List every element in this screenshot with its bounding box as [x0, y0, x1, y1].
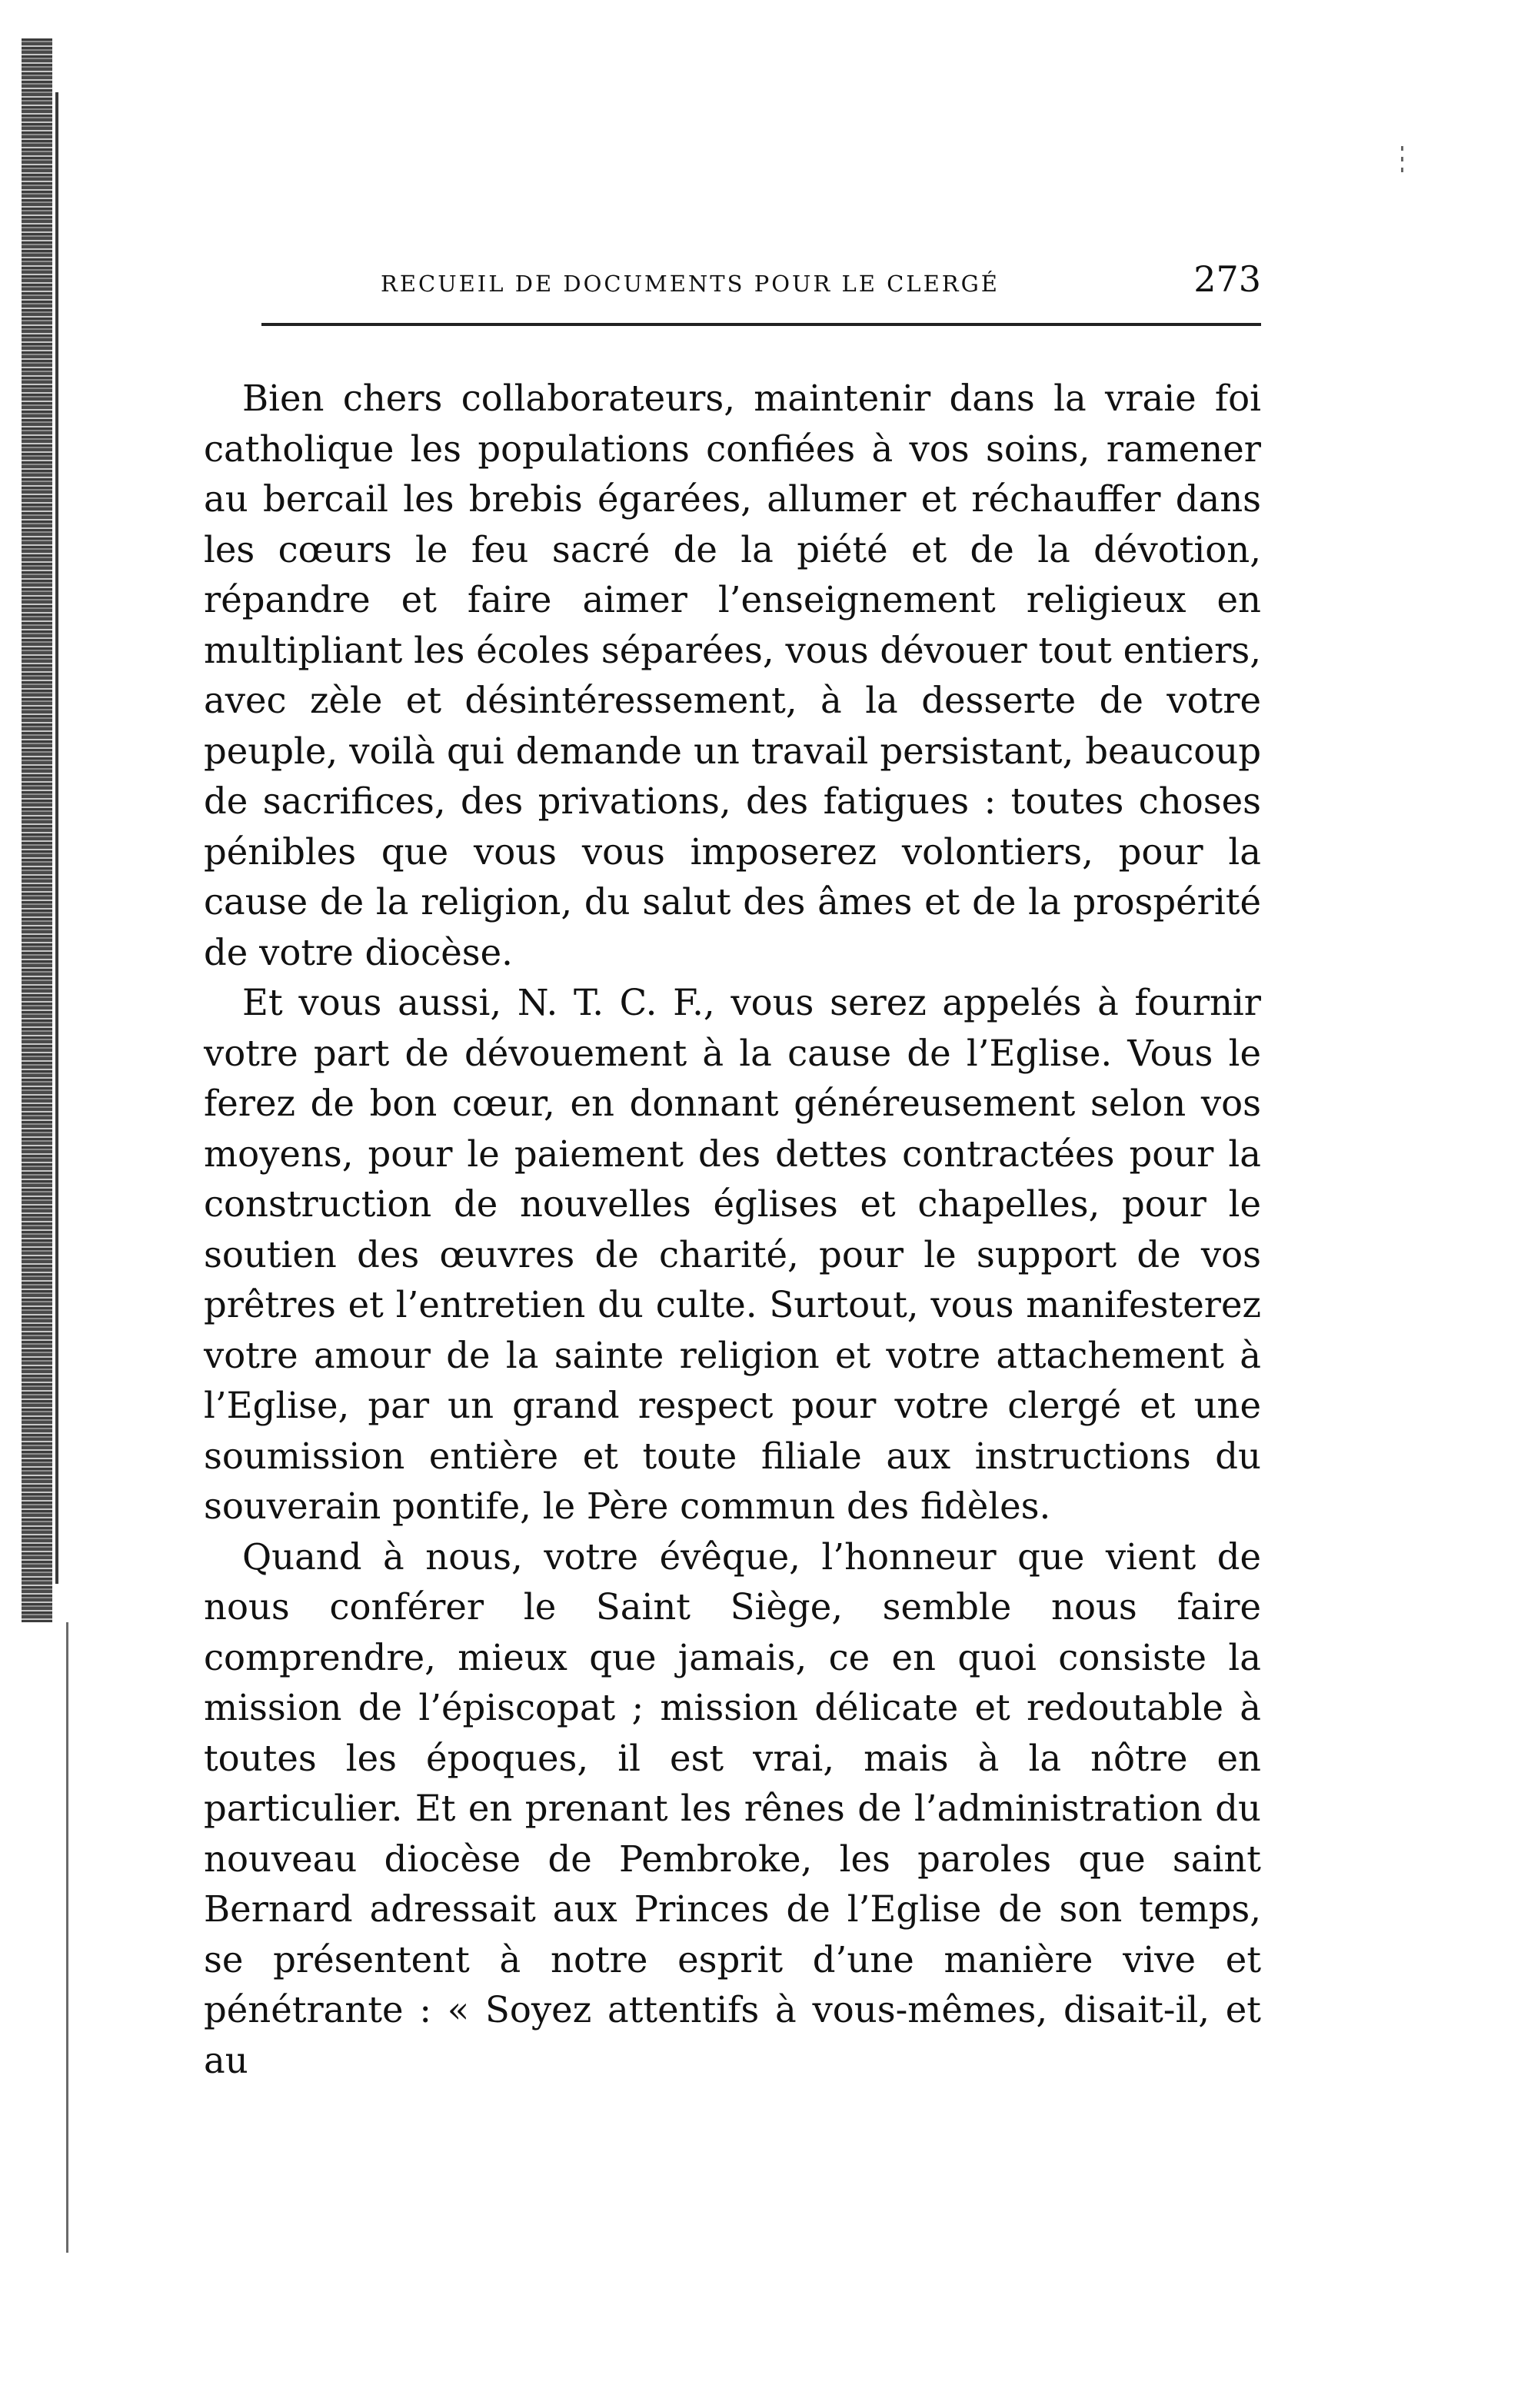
body-text	[204, 374, 1261, 2086]
running-title: RECUEIL DE DOCUMENTS POUR LE CLERGÉ	[381, 271, 1000, 297]
binding-edge-inner	[55, 92, 58, 1584]
paragraph-1: Bien chers collaborateurs, maintenir dans la vraie foi catholique les populations confiées à vos soins, ramener au bercail les brebis égarées, allumer et réchauffer dans les cœurs le feu sacré de la piété et de la dévotion, répandre et faire aimer l’enseignement religieux en multipliant les écoles séparées, vous dévouer tout entiers, avec zèle et désintéressement, à la desserte de votre peuple, voilà qui demande un travail persistant, beaucoup de sacrifices, des privations, des fatigues : toutes choses pénibles que vous vous imposerez volontiers, pour la cause de la religion, du salut des âmes et de la prospérité de votre diocèse.	[204, 377, 1261, 973]
stray-mark	[1401, 146, 1403, 178]
binding-edge-tail	[66, 1622, 68, 2253]
paragraph-2: Et vous aussi, N. T. C. F., vous serez appelés à fournir votre part de dévouement à la cause de l’Eglise. Vous le ferez de bon cœur, en donnant généreusement selon vos moyens, pour le paiement des dettes contractées pour la construction de nouvelles églises et chapelles, pour le soutien des œuvres de charité, pour le support de vos prêtres et l’entretien du culte. Surtout, vous manifesterez votre amour de la sainte religion et votre attachement à l’Eglise, par un grand respect pour votre clergé et une soumission entière et toute filiale aux instructions du souverain pontife, le Père commun des fidèles.	[204, 982, 1261, 1527]
book-page	[204, 254, 1261, 2086]
binding-edge	[22, 38, 52, 1622]
running-head	[204, 254, 1261, 315]
header-rule	[261, 323, 1261, 326]
paragraph-3: Quand à nous, votre évêque, l’honneur que vient de nous conférer le Saint Siège, semble nous faire comprendre, mieux que jamais, ce en quoi consiste la mission de l’épiscopat ; mission délicate et redoutable à toutes les époques, il est vrai, mais à la nôtre en particulier. Et en prenant les rênes de l’administration du nouveau diocèse de Pembroke, les paroles que saint Bernard adressait aux Princes de l’Eglise de son temps, se présentent à notre esprit d’une manière vive et pénétrante : « Soyez attentifs à vous-mêmes, disait-il, et au	[204, 1535, 1261, 2081]
page-number: 273	[1193, 258, 1261, 300]
